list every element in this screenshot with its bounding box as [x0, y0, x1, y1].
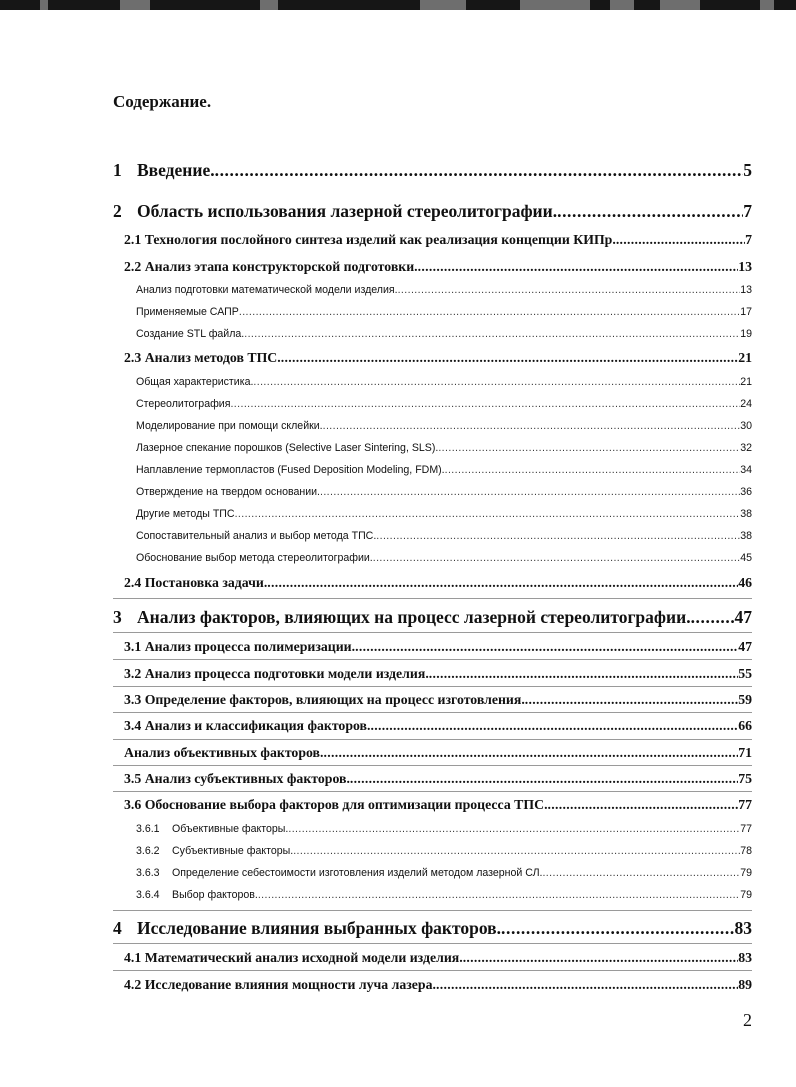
subsection-page: 38 [740, 508, 752, 520]
section-title: 4.1 Математический анализ исходной модели изделия. [124, 950, 463, 965]
chapter-number: 2 [113, 201, 122, 221]
toc-subsection[interactable] [136, 328, 752, 340]
toc-section-2-1[interactable] [124, 232, 752, 248]
toc-subsection[interactable] [136, 530, 752, 542]
subsection-page: 21 [740, 376, 752, 388]
subsection-page: 24 [740, 398, 752, 410]
subsection-page: 36 [740, 486, 752, 498]
subsection-page: 77 [740, 823, 752, 835]
divider [113, 712, 752, 713]
chapter-page: 47 [734, 607, 752, 627]
subsection-page: 19 [740, 328, 752, 340]
section-page: 71 [738, 745, 752, 760]
subsection-title: Сопоставительный анализ и выбор метода ТПС. [136, 530, 377, 542]
section-page: 55 [738, 666, 752, 681]
subsection-title: Применяемые САПР [136, 306, 239, 318]
toc-subsection[interactable] [136, 398, 752, 410]
subsection-title: Объективные факторы. [172, 823, 289, 835]
divider [113, 791, 752, 792]
section-page: 66 [738, 718, 752, 733]
section-page: 13 [738, 259, 752, 274]
subsection-title: Выбор факторов. [172, 889, 258, 901]
section-title: 2.4 Постановка задачи. [124, 575, 268, 590]
toc-chapter-2[interactable] [113, 201, 752, 222]
section-page: 89 [738, 977, 752, 992]
divider [113, 765, 752, 766]
subsection-number: 3.6.1 [136, 823, 160, 835]
section-page: 46 [738, 575, 752, 590]
section-page: 59 [738, 692, 752, 707]
section-title: 3.4 Анализ и классификация факторов. [124, 718, 371, 733]
section-title: 3.2 Анализ процесса подготовки модели изделия. [124, 666, 429, 681]
toc-section-2-4[interactable] [124, 575, 752, 591]
toc-section-3-6[interactable] [124, 797, 752, 813]
divider [113, 943, 752, 944]
section-title: 3.6 Обоснование выбора факторов для оптимизации процесса ТПС. [124, 797, 548, 812]
chapter-page: 5 [743, 160, 752, 180]
subsection-page: 78 [740, 845, 752, 857]
subsection-number: 3.6.4 [136, 889, 160, 901]
toc-section-4-2[interactable] [124, 977, 752, 993]
chapter-number: 4 [113, 918, 122, 938]
toc-subsection[interactable] [136, 442, 752, 454]
divider [113, 686, 752, 687]
subsection-title: Определение себестоимости изготовления изделий методом лазерной СЛ. [172, 867, 543, 879]
section-title: 3.1 Анализ процесса полимеризации. [124, 639, 356, 654]
chapter-title: Анализ факторов, влияющих на процесс лазерной стереолитографии. [137, 607, 691, 627]
subsection-title: Отверждение на твердом основании. [136, 486, 320, 498]
subsection-number: 3.6.2 [136, 845, 160, 857]
section-page: 21 [738, 350, 752, 365]
subsection-page: 32 [740, 442, 752, 454]
toc-subsection[interactable] [136, 508, 752, 520]
subsection-page: 34 [740, 464, 752, 476]
toc-subsection-3-6-4[interactable] [136, 889, 752, 901]
toc-section-2-3[interactable] [124, 350, 752, 366]
subsection-title: Обоснование выбор метода стереолитографии. [136, 552, 373, 564]
section-title: Анализ объективных факторов. [124, 745, 324, 760]
divider [113, 632, 752, 633]
section-title: 2.1 Технология послойного синтеза изделий как реализация концепции КИПр. [124, 232, 616, 247]
toc-subsection-3-6-2[interactable] [136, 845, 752, 857]
section-page: 77 [738, 797, 752, 812]
toc-section-3-5[interactable] [124, 771, 752, 787]
subsection-number: 3.6.3 [136, 867, 160, 879]
toc-chapter-4[interactable] [113, 918, 752, 939]
chapter-number: 1 [113, 160, 122, 180]
subsection-page: 30 [740, 420, 752, 432]
subsection-title: Анализ подготовки математической модели изделия. [136, 284, 398, 296]
divider [113, 659, 752, 660]
chapter-page: 7 [743, 201, 752, 221]
section-title: 3.3 Определение факторов, влияющих на процесс изготовления. [124, 692, 525, 707]
toc-section-3-4[interactable] [124, 718, 752, 734]
section-page: 47 [738, 639, 752, 654]
chapter-number: 3 [113, 607, 122, 627]
chapter-title: Введение. [137, 160, 215, 180]
section-title: 3.5 Анализ субъективных факторов. [124, 771, 350, 786]
section-page: 83 [738, 950, 752, 965]
toc-section-2-2[interactable] [124, 259, 752, 275]
subsection-title: Наплавление термопластов (Fused Deposition Modeling, FDM). [136, 464, 445, 476]
section-title: 2.3 Анализ методов ТПС. [124, 350, 281, 365]
subsection-page: 13 [740, 284, 752, 296]
chapter-title: Область использования лазерной стереолитографии. [137, 201, 558, 221]
subsection-page: 79 [740, 889, 752, 901]
subsection-title: Общая характеристика. [136, 376, 254, 388]
toc-subsection-3-6-3[interactable] [136, 867, 752, 879]
toc-subsection[interactable] [136, 464, 752, 476]
toc-subsection[interactable] [136, 486, 752, 498]
divider [113, 970, 752, 971]
toc-section-4-1[interactable] [124, 950, 752, 966]
toc-subsection[interactable] [136, 420, 752, 432]
divider [113, 910, 752, 911]
toc-subsection[interactable] [136, 376, 752, 388]
subsection-title: Лазерное спекание порошков (Selective Laser Sintering, SLS). [136, 442, 439, 454]
chapter-title: Исследование влияния выбранных факторов. [137, 918, 502, 938]
subsection-title: Моделирование при помощи склейки. [136, 420, 323, 432]
toc-heading: Содержание. [113, 92, 212, 111]
subsection-page: 38 [740, 530, 752, 542]
section-page: 75 [738, 771, 752, 786]
subsection-title: Стереолитография [136, 398, 231, 410]
subsection-title: Субъективные факторы. [172, 845, 294, 857]
divider [113, 598, 752, 599]
toc-section-objective-factors[interactable] [124, 745, 752, 761]
section-page: 7 [745, 232, 752, 247]
subsection-page: 45 [740, 552, 752, 564]
toc-section-3-2[interactable] [124, 666, 752, 682]
subsection-page: 17 [740, 306, 752, 318]
toc-subsection[interactable] [136, 552, 752, 564]
toc-subsection[interactable] [136, 284, 752, 296]
section-title: 4.2 Исследование влияния мощности луча лазера. [124, 977, 436, 992]
toc-section-3-1[interactable] [124, 639, 752, 655]
chapter-page: 83 [734, 918, 752, 938]
section-title: 2.2 Анализ этапа конструкторской подготовки. [124, 259, 418, 274]
subsection-title: Создание STL файла. [136, 328, 245, 340]
page-number: 2 [743, 1010, 752, 1030]
toc-subsection[interactable] [136, 306, 752, 318]
toc-chapter-1[interactable] [113, 160, 752, 181]
divider [113, 739, 752, 740]
toc-section-3-3[interactable] [124, 692, 752, 708]
subsection-page: 79 [740, 867, 752, 879]
toc-subsection-3-6-1[interactable] [136, 823, 752, 835]
toc-chapter-3[interactable] [113, 607, 752, 628]
subsection-title: Другие методы ТПС [136, 508, 235, 520]
